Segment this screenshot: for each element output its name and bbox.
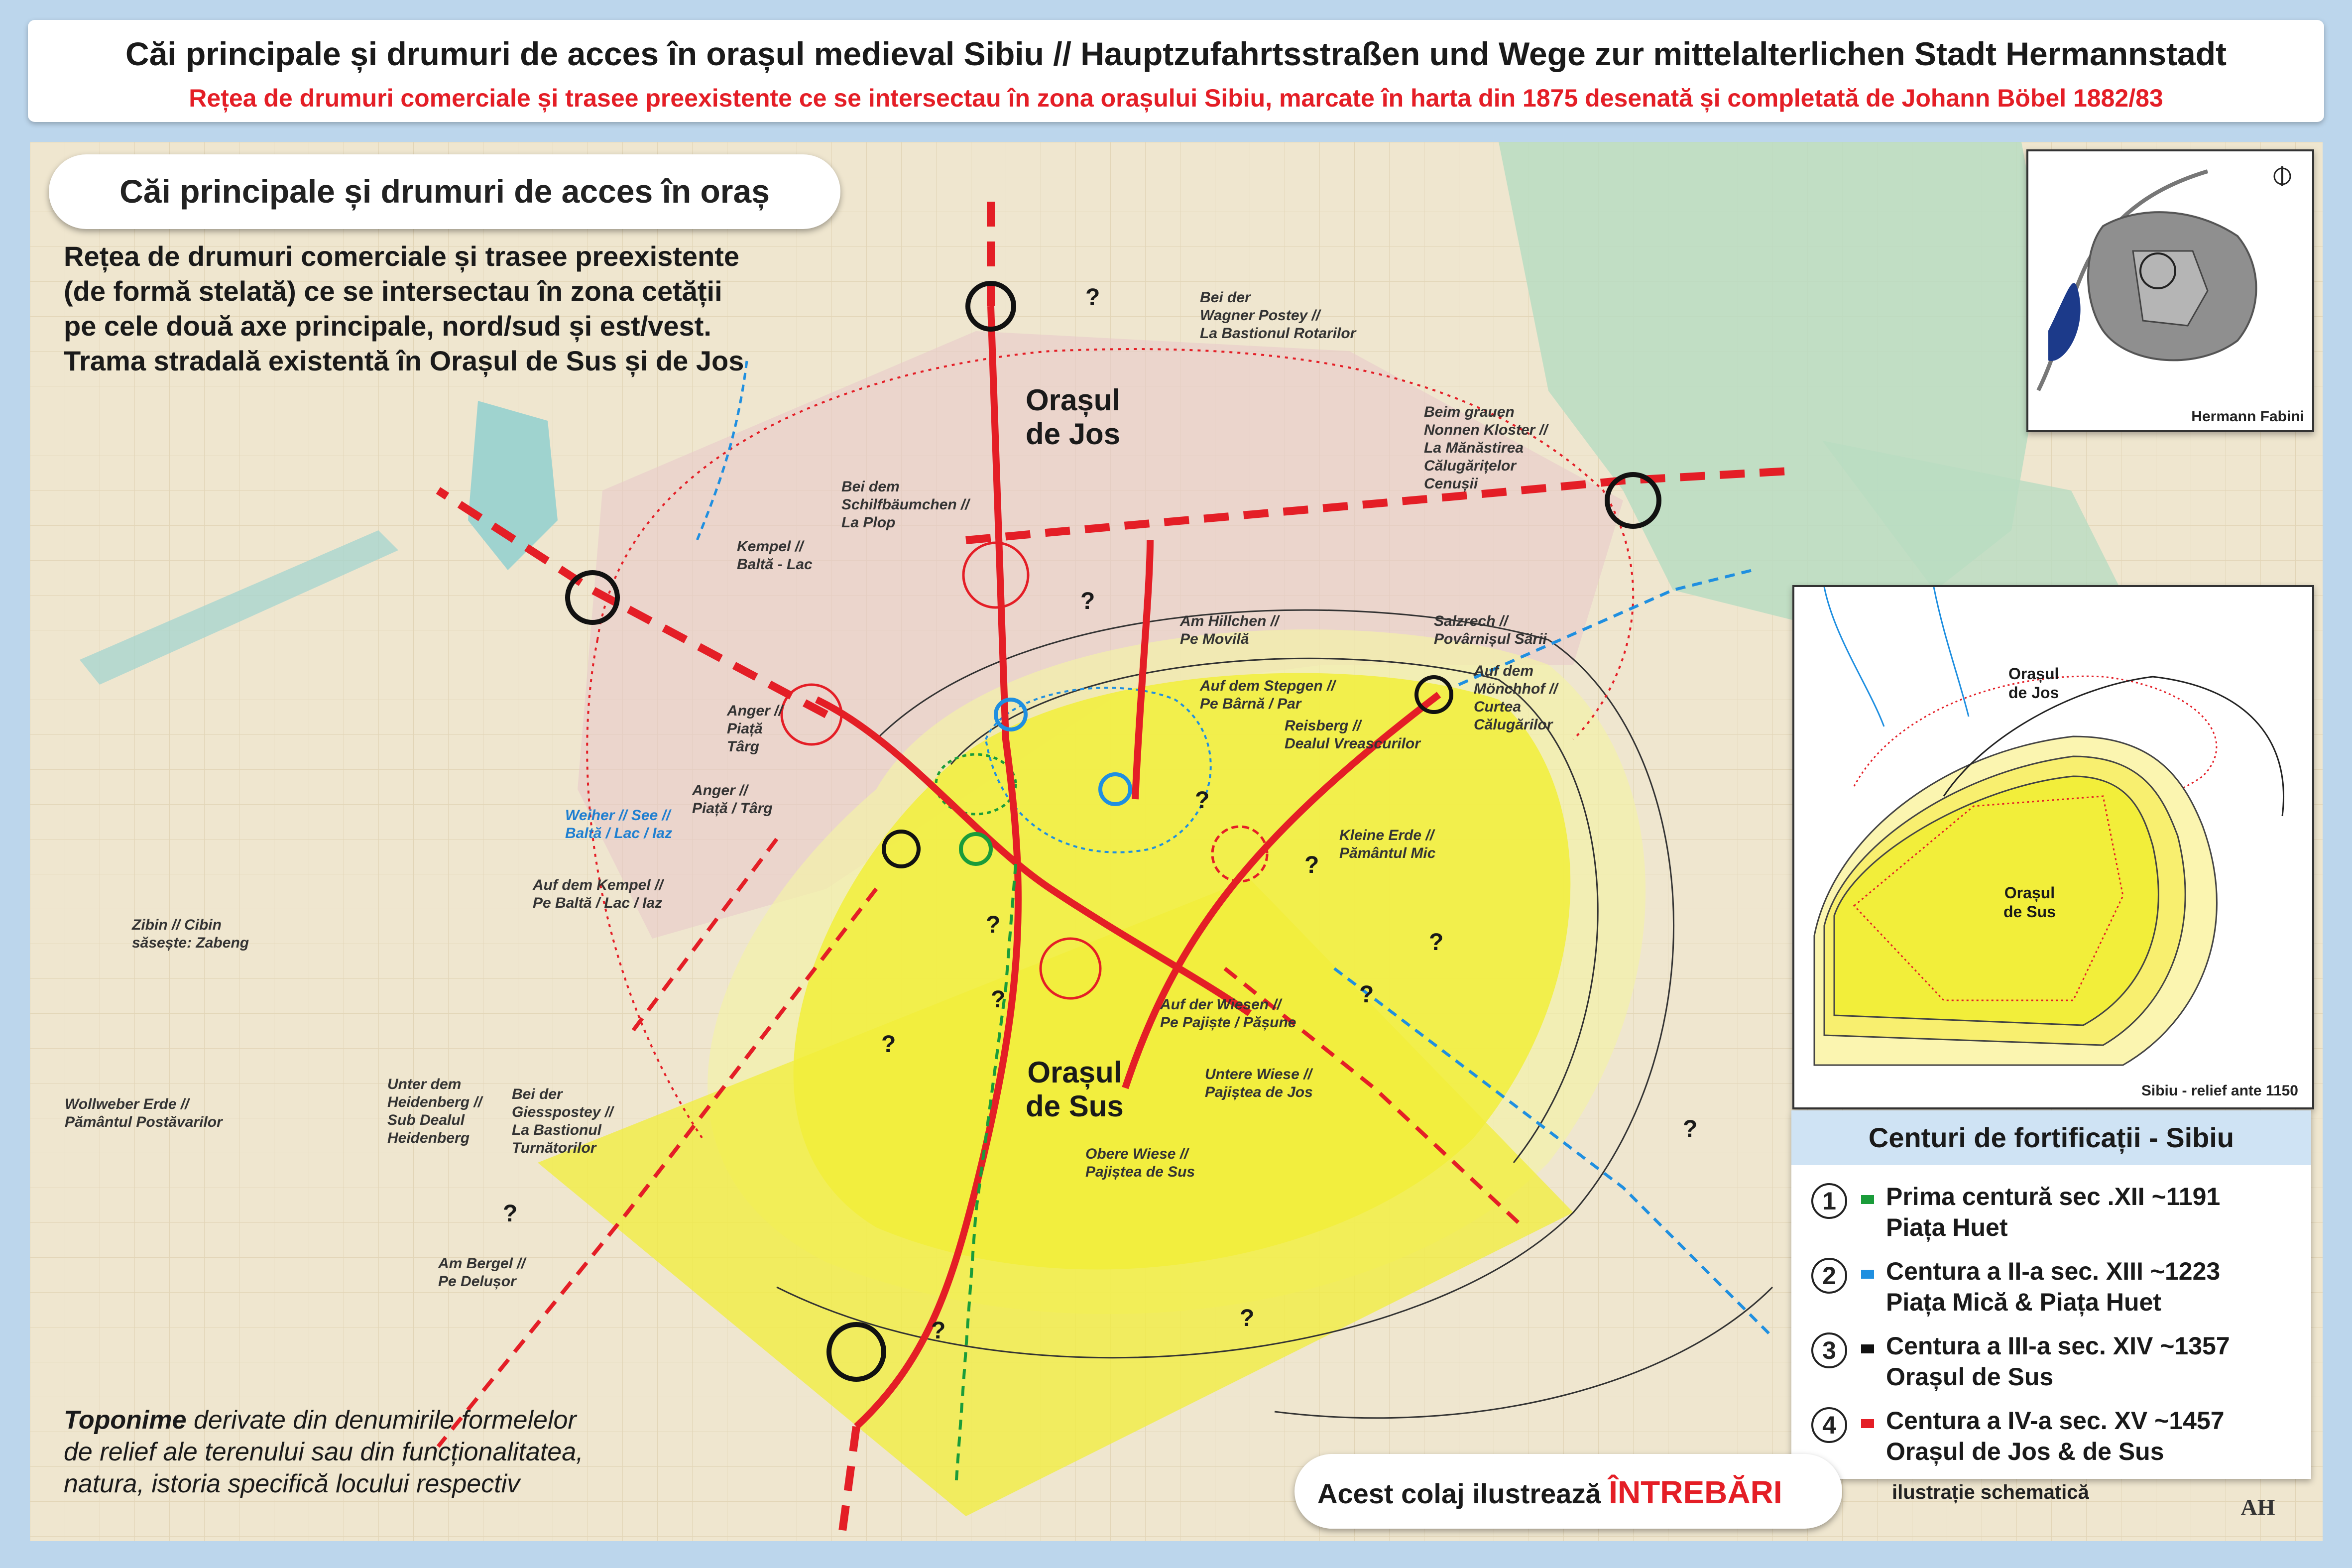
belt-number-badge: 4 xyxy=(1811,1407,1847,1443)
label-salzrech: Salzrech // Povârnișul Sării xyxy=(1434,613,1547,647)
label-nonnen: Beim grauen Nonnen Kloster // La Mănăstirea Călugărițelor Cenușii xyxy=(1424,404,1548,492)
label-anger-2: Anger // Piață / Târg xyxy=(692,782,773,817)
inset-fabini-caption: Hermann Fabini xyxy=(2191,408,2304,425)
district-upper-town xyxy=(1026,1056,1124,1123)
legend-item-area: Piața Mică & Piața Huet xyxy=(1886,1288,2161,1316)
legend-item-title: Centura a III-a sec. XIV ~1357 xyxy=(1886,1332,2230,1360)
question-mark: ? xyxy=(1195,787,1210,814)
question-mark: ? xyxy=(1359,981,1374,1008)
page-title: Căi principale și drumuri de acces în orașul medieval Sibiu // Hauptzufahrtsstraßen und Wege zur mittelalterlichen Stadt Hermannstadt xyxy=(125,35,2227,72)
legend-title: Centuri de fortificații - Sibiu xyxy=(1868,1122,2234,1153)
belt-number-badge: 2 xyxy=(1811,1258,1847,1294)
section-heading-pill xyxy=(49,154,840,229)
label-schilf: Bei dem Schilfbäumchen // La Plop xyxy=(841,479,969,531)
district-line: de Sus xyxy=(1026,1089,1124,1123)
question-mark: ? xyxy=(1085,284,1100,311)
question-mark: ? xyxy=(931,1318,946,1344)
belt-number-badge: 3 xyxy=(1811,1332,1847,1368)
label-reisberg: Reisberg // Dealul Vreascurilor xyxy=(1285,718,1420,752)
label-monchhof: Auf dem Mönchhof // Curtea Călugărilor xyxy=(1474,663,1558,733)
district-line: Orașul xyxy=(1027,1056,1122,1089)
legend-item-title: Prima centură sec .XII ~1191 xyxy=(1886,1183,2221,1210)
inset-fabini-plan[interactable] xyxy=(2026,149,2314,432)
label-kleine-erde: Kleine Erde // Pământul Mic xyxy=(1339,827,1436,861)
district-line: de Jos xyxy=(1026,417,1121,451)
questions-banner xyxy=(1294,1454,1842,1529)
inset-relief-caption: Sibiu - relief ante 1150 xyxy=(2141,1083,2298,1099)
banner-highlight: ÎNTREBĂRI xyxy=(1609,1474,1782,1510)
legend-item-title: Centura a IV-a sec. XV ~1457 xyxy=(1886,1407,2225,1435)
legend-item-2[interactable] xyxy=(1811,1255,2304,1329)
belt-number-badge: 1 xyxy=(1811,1183,1847,1219)
label-weiher: Weiher // See // Baltă / Lac / Iaz xyxy=(565,807,673,842)
toponym-note xyxy=(64,1404,661,1500)
legend-swatch-blue xyxy=(1861,1270,1874,1279)
legend-item-title: Centura a II-a sec. XIII ~1223 xyxy=(1886,1257,2221,1285)
schematic-note: ilustrație schematică xyxy=(1892,1481,2089,1503)
intro-text xyxy=(64,239,860,378)
intro-line: pe cele două axe principale, nord/sud și est/vest. xyxy=(64,310,711,342)
district-line: Orașul xyxy=(1026,383,1121,417)
label-auf-kempel: Auf dem Kempel // Pe Baltă / Lac / Iaz xyxy=(533,877,663,911)
toponym-line: de relief ale terenului sau din funcționalitatea, xyxy=(64,1438,584,1466)
legend-swatch-green xyxy=(1861,1195,1874,1204)
label-hillchen: Am Hillchen // Pe Movilă xyxy=(1180,613,1279,647)
label-wollweber: Wollweber Erde // Pământul Postăvarilor xyxy=(65,1096,223,1130)
title-bar xyxy=(28,20,2324,122)
label-untere-wiese: Untere Wiese // Pajiștea de Jos xyxy=(1205,1066,1313,1100)
question-mark: ? xyxy=(1240,1305,1255,1331)
legend-swatch-black xyxy=(1861,1344,1874,1353)
section-heading: Căi principale și drumuri de acces în oraș xyxy=(119,173,770,210)
question-mark: ? xyxy=(1080,588,1095,614)
page-subtitle: Rețea de drumuri comerciale și trasee preexistente ce se intersectau în zona orașului Sibiu, marcate în harta din 1875 desenată și completată de Johann Böbel 1882/83 xyxy=(189,84,2163,112)
toponym-line: natura, istoria specifică locului respectiv xyxy=(64,1469,520,1498)
question-mark: ? xyxy=(1429,929,1444,956)
label-giesspostey: Bei der Giesspostey // La Bastionul Turnătorilor xyxy=(512,1086,613,1156)
legend-item-area: Piața Huet xyxy=(1886,1213,2008,1241)
label-wagner: Bei der Wagner Postey // La Bastionul Rotarilor xyxy=(1200,289,1356,342)
intro-line: Trama stradală existentă în Orașul de Sus și de Jos xyxy=(64,345,744,376)
question-mark: ? xyxy=(991,986,1006,1013)
inset-relief-map[interactable] xyxy=(1792,585,2314,1109)
fortification-legend xyxy=(1791,1110,2311,1479)
label-anger-1: Anger // Piață Târg xyxy=(727,703,783,755)
label-zibin: Zibin // Cibin săsește: Zabeng xyxy=(132,917,249,951)
question-mark: ? xyxy=(881,1031,896,1058)
inset-label-lower: Orașul de Jos xyxy=(2008,665,2059,702)
toponym-line: derivate din denumirile formelelor xyxy=(186,1406,577,1435)
label-wiesen: Auf der Wiesen // Pe Pajiște / Pășune xyxy=(1160,996,1296,1031)
intro-line: Rețea de drumuri comerciale și trasee preexistente xyxy=(64,241,740,272)
legend-item-area: Orașul de Jos & de Sus xyxy=(1886,1438,2164,1465)
legend-item-4[interactable] xyxy=(1811,1404,2304,1479)
legend-item-1[interactable] xyxy=(1811,1180,2304,1255)
legend-item-3[interactable] xyxy=(1811,1329,2304,1404)
label-heidenberg: Unter dem Heidenberg // Sub Dealul Heidenberg xyxy=(387,1076,482,1146)
question-mark: ? xyxy=(1304,852,1319,878)
intro-line: (de formă stelată) ce se intersectau în zona cetății xyxy=(64,275,722,307)
label-obere-wiese: Obere Wiese // Pajiștea de Sus xyxy=(1085,1146,1195,1180)
label-bergel: Am Bergel // Pe Delușor xyxy=(438,1255,526,1290)
district-lower-town xyxy=(1026,383,1120,451)
banner-text: Acest colaj ilustrează xyxy=(1317,1478,1609,1509)
toponym-bold: Toponime xyxy=(64,1406,187,1435)
inset-fabini-canvas xyxy=(2028,151,2312,400)
legend-header xyxy=(1791,1110,2311,1165)
question-mark: ? xyxy=(986,912,1001,938)
inset-label-upper: Orașul de Sus xyxy=(2003,884,2056,921)
author-signature-logo: AH xyxy=(2240,1494,2275,1520)
inset-relief-canvas xyxy=(1794,587,2312,1085)
label-stepgen: Auf dem Stepgen // Pe Bârnă / Par xyxy=(1200,678,1335,712)
question-mark: ? xyxy=(503,1201,518,1227)
label-kempel: Kempel // Baltă - Lac xyxy=(737,538,813,573)
question-mark: ? xyxy=(1683,1116,1698,1142)
legend-swatch-red xyxy=(1861,1419,1874,1428)
legend-item-area: Orașul de Sus xyxy=(1886,1363,2054,1391)
